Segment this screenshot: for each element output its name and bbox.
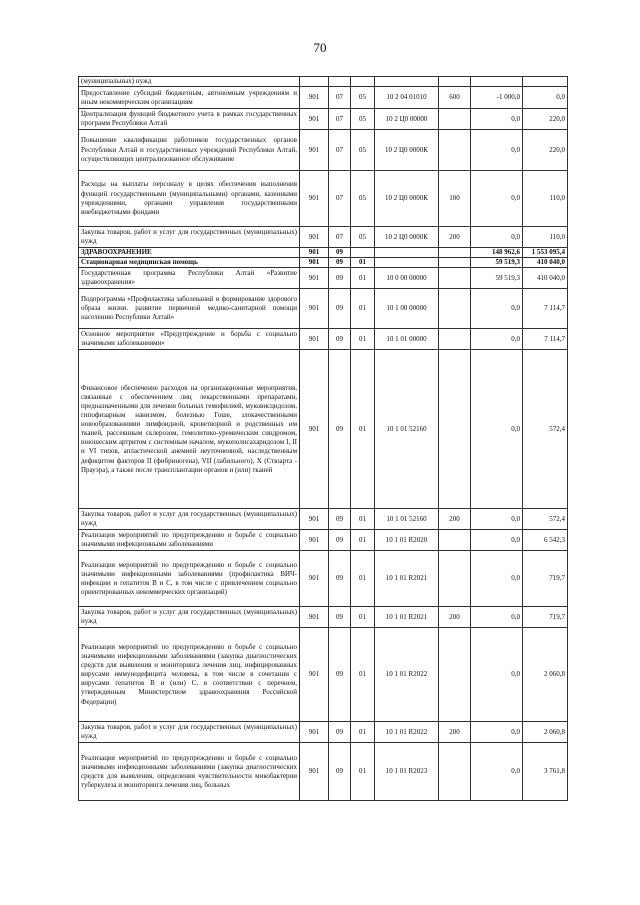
row-name-cell: Реализация мероприятий по предупреждению и борьбе с социально значимыми инфекционными заболеваниями (профилактика ВИЧ-инфекции и гепатитов В и С, в том числе с привлечением социально ориентированных некоммерческих организаций) — [79, 551, 300, 607]
subsection-code-cell: 05 — [351, 87, 375, 109]
target-article-cell: 10 1 01 R2020 — [375, 530, 439, 551]
table-row — [79, 551, 568, 607]
subsection-code-cell: 05 — [351, 109, 375, 130]
table-row — [79, 109, 568, 130]
expense-type-cell — [439, 109, 471, 130]
table-row — [79, 722, 568, 743]
amount-change-cell: 0,0 — [471, 530, 523, 551]
row-name-cell: Стационарная медицинская помощь — [79, 258, 300, 268]
amount-total-cell: 7 114,7 — [523, 329, 568, 350]
admin-code-cell: 901 — [300, 530, 329, 551]
subsection-code-cell: 05 — [351, 171, 375, 227]
amount-total-cell: 719,7 — [523, 551, 568, 607]
subsection-code-cell: 01 — [351, 258, 375, 268]
amount-change-cell: 0,0 — [471, 227, 523, 248]
subsection-code-cell: 01 — [351, 551, 375, 607]
budget-table — [78, 76, 568, 801]
table-row — [79, 87, 568, 109]
target-article-cell: 10 1 01 R2021 — [375, 607, 439, 628]
expense-type-cell — [439, 551, 471, 607]
target-article-cell: 10 1 00 00000 — [375, 289, 439, 329]
target-article-cell — [375, 258, 439, 268]
section-code-cell: 09 — [329, 289, 351, 329]
amount-change-cell: 59 519,3 — [471, 258, 523, 268]
target-article-cell — [375, 77, 439, 87]
subsection-code-cell: 01 — [351, 350, 375, 509]
admin-code-cell: 901 — [300, 87, 329, 109]
admin-code-cell: 901 — [300, 258, 329, 268]
row-name-cell: Государственная программа Республики Алтай «Развитие здравоохранения» — [79, 268, 300, 289]
expense-type-cell — [439, 530, 471, 551]
section-code-cell: 09 — [329, 268, 351, 289]
table-row — [79, 329, 568, 350]
target-article-cell: 10 2 Ц0 0000К — [375, 130, 439, 171]
section-code-cell: 09 — [329, 722, 351, 743]
table-row — [79, 268, 568, 289]
expense-type-cell — [439, 350, 471, 509]
target-article-cell: 10 2 Ц0 0000К — [375, 227, 439, 248]
table-row — [79, 77, 568, 87]
admin-code-cell: 901 — [300, 130, 329, 171]
admin-code-cell: 901 — [300, 329, 329, 350]
amount-total-cell — [523, 77, 568, 87]
expense-type-cell — [439, 329, 471, 350]
target-article-cell: 10 2 04 01010 — [375, 87, 439, 109]
admin-code-cell: 901 — [300, 722, 329, 743]
admin-code-cell: 901 — [300, 607, 329, 628]
amount-total-cell: 220,0 — [523, 109, 568, 130]
amount-total-cell: 3 761,8 — [523, 743, 568, 801]
section-code-cell: 09 — [329, 628, 351, 722]
subsection-code-cell — [351, 248, 375, 258]
row-name-cell: Закупка товаров, работ и услуг для государственных (муниципальных) нужд — [79, 509, 300, 530]
section-code-cell: 09 — [329, 551, 351, 607]
expense-type-cell: 100 — [439, 171, 471, 227]
subsection-code-cell: 01 — [351, 530, 375, 551]
subsection-code-cell: 05 — [351, 227, 375, 248]
section-code-cell: 09 — [329, 530, 351, 551]
subsection-code-cell: 01 — [351, 743, 375, 801]
target-article-cell: 10 2 Ц0 0000К — [375, 171, 439, 227]
row-name-cell: Реализация мероприятий по предупреждению и борьбе с социально значимыми инфекционными заболеваниями (закупка диагностических средств для выявления, определения чувствительности микобактерии туберкулеза и мониторинга лечения лиц, больных — [79, 743, 300, 801]
amount-change-cell: 0,0 — [471, 722, 523, 743]
amount-change-cell: 0,0 — [471, 607, 523, 628]
admin-code-cell: 901 — [300, 743, 329, 801]
section-code-cell: 07 — [329, 130, 351, 171]
subsection-code-cell: 01 — [351, 509, 375, 530]
amount-change-cell: 59 519,3 — [471, 268, 523, 289]
subsection-code-cell: 01 — [351, 289, 375, 329]
row-name-cell: Закупка товаров, работ и услуг для государственных (муниципальных) нужд — [79, 607, 300, 628]
row-name-cell: Расходы на выплаты персоналу в целях обеспечения выполнения функций государственными (муниципальными) органами, казенными учреждениями, органами управления государственными внебюджетными фондами — [79, 171, 300, 227]
row-name-cell: Закупка товаров, работ и услуг для государственных (муниципальных) нужд — [79, 227, 300, 248]
amount-total-cell: 719,7 — [523, 607, 568, 628]
subsection-code-cell: 05 — [351, 130, 375, 171]
expense-type-cell: 200 — [439, 227, 471, 248]
expense-type-cell — [439, 130, 471, 171]
expense-type-cell: 200 — [439, 722, 471, 743]
row-name-cell: Повышение квалификации работников государственных органов Республики Алтай и государственных учреждений Республики Алтай, осуществляющих централизованное обслуживание — [79, 130, 300, 171]
row-name-cell: Основное мероприятие «Предупреждение и борьба с социально значимыми заболеваниями» — [79, 329, 300, 350]
admin-code-cell: 901 — [300, 268, 329, 289]
amount-total-cell: 2 060,8 — [523, 628, 568, 722]
row-name-cell: Закупка товаров, работ и услуг для государственных (муниципальных) нужд — [79, 722, 300, 743]
amount-change-cell: 148 962,6 — [471, 248, 523, 258]
admin-code-cell — [300, 77, 329, 87]
subsection-code-cell: 01 — [351, 607, 375, 628]
expense-type-cell — [439, 289, 471, 329]
expense-type-cell — [439, 258, 471, 268]
subsection-code-cell: 01 — [351, 628, 375, 722]
amount-total-cell: 572,4 — [523, 509, 568, 530]
table-row — [79, 258, 568, 268]
table-row — [79, 289, 568, 329]
amount-change-cell: 0,0 — [471, 509, 523, 530]
expense-type-cell — [439, 248, 471, 258]
amount-total-cell: 110,0 — [523, 227, 568, 248]
expense-type-cell: 600 — [439, 87, 471, 109]
target-article-cell: 10 1 01 52160 — [375, 509, 439, 530]
expense-type-cell — [439, 628, 471, 722]
target-article-cell: 10 1 01 R2021 — [375, 551, 439, 607]
admin-code-cell: 901 — [300, 227, 329, 248]
row-name-cell: Финансовое обеспечение расходов на организационные мероприятия, связанные с обеспечением лиц лекарственными препаратами, предназначенными для лечения больных гемофилией, муковисцидозом, гипофизарным нанизмом, болезнью Гоше, злокачественными новообразованиями лимфоидной, кроветворной и родственных им тканей, рассеянным склерозом, гемолитико-уремическим синдромом, юношеским артритом с системным началом, мукополисахаридозом I, II и VI типов, апластической анемией неуточненной, наследственным дефицитом факторов II (фибриногена), VII (лабильного), X (Стюарта - Прауэра), а также после трансплантации органов и (или) тканей — [79, 350, 300, 509]
target-article-cell: 10 1 01 R2023 — [375, 743, 439, 801]
amount-change-cell: 0,0 — [471, 350, 523, 509]
table-row — [79, 130, 568, 171]
amount-total-cell: 410 040,0 — [523, 258, 568, 268]
section-code-cell: 09 — [329, 258, 351, 268]
subsection-code-cell: 01 — [351, 329, 375, 350]
amount-total-cell: 0,0 — [523, 87, 568, 109]
amount-change-cell: 0,0 — [471, 551, 523, 607]
amount-total-cell: 2 060,8 — [523, 722, 568, 743]
amount-total-cell: 110,0 — [523, 171, 568, 227]
amount-change-cell: 0,0 — [471, 130, 523, 171]
row-name-cell: (муниципальных) нужд — [79, 77, 300, 87]
subsection-code-cell: 01 — [351, 268, 375, 289]
admin-code-cell: 901 — [300, 350, 329, 509]
amount-total-cell: 572,4 — [523, 350, 568, 509]
section-code-cell: 09 — [329, 607, 351, 628]
section-code-cell: 09 — [329, 248, 351, 258]
row-name-cell: Подпрограмма «Профилактика заболеваний и формирование здорового образа жизни. развитие первичной медико-санитарной помощи населению Республики Алтай» — [79, 289, 300, 329]
admin-code-cell: 901 — [300, 509, 329, 530]
expense-type-cell — [439, 77, 471, 87]
target-article-cell: 10 1 01 R2022 — [375, 628, 439, 722]
expense-type-cell: 200 — [439, 509, 471, 530]
admin-code-cell: 901 — [300, 109, 329, 130]
table-row — [79, 607, 568, 628]
row-name-cell: Реализация мероприятий по предупреждению и борьбе с социально значимыми инфекционными заболеваниями — [79, 530, 300, 551]
admin-code-cell: 901 — [300, 171, 329, 227]
target-article-cell: 10 0 00 00000 — [375, 268, 439, 289]
section-code-cell — [329, 77, 351, 87]
amount-change-cell: 0,0 — [471, 743, 523, 801]
expense-type-cell: 200 — [439, 607, 471, 628]
row-name-cell: Предоставление субсидий бюджетным, автономным учреждениям и иным некоммерческим организациям — [79, 87, 300, 109]
section-code-cell: 07 — [329, 87, 351, 109]
section-code-cell: 09 — [329, 329, 351, 350]
amount-change-cell: 0,0 — [471, 628, 523, 722]
table-row — [79, 530, 568, 551]
amount-change-cell: 0,0 — [471, 171, 523, 227]
row-name-cell: ЗДРАВООХРАНЕНИЕ — [79, 248, 300, 258]
amount-total-cell: 7 114,7 — [523, 289, 568, 329]
row-name-cell: Реализация мероприятий по предупреждению и борьбе с социально значимыми инфекционными заболеваниями (закупка диагностических средств для выявления и мониторинга лечения лиц, инфицированных вирусами иммунодефицита человека, в том числе в сочетании с вирусами гепатитов В и (или) С, в соответствии с перечнем, утвержденным Министерством здравоохранения Российской Федерации) — [79, 628, 300, 722]
expense-type-cell — [439, 743, 471, 801]
amount-change-cell — [471, 77, 523, 87]
target-article-cell: 10 2 Ц0 00000 — [375, 109, 439, 130]
amount-total-cell: 410 040,0 — [523, 268, 568, 289]
amount-change-cell: 0,0 — [471, 109, 523, 130]
amount-change-cell: 0,0 — [471, 329, 523, 350]
table-row — [79, 171, 568, 227]
amount-change-cell: -1 000,0 — [471, 87, 523, 109]
table-row — [79, 248, 568, 258]
subsection-code-cell — [351, 77, 375, 87]
amount-change-cell: 0,0 — [471, 289, 523, 329]
admin-code-cell: 901 — [300, 551, 329, 607]
subsection-code-cell: 01 — [351, 722, 375, 743]
section-code-cell: 09 — [329, 743, 351, 801]
target-article-cell: 10 1 01 R2022 — [375, 722, 439, 743]
table-row — [79, 350, 568, 509]
table-row — [79, 509, 568, 530]
section-code-cell: 07 — [329, 227, 351, 248]
expense-type-cell — [439, 268, 471, 289]
amount-total-cell: 220,0 — [523, 130, 568, 171]
section-code-cell: 09 — [329, 509, 351, 530]
table-row — [79, 743, 568, 801]
target-article-cell: 10 1 01 52160 — [375, 350, 439, 509]
table-row — [79, 628, 568, 722]
row-name-cell: Централизация функций бюджетного учета в рамках государственных программ Республики Алтай — [79, 109, 300, 130]
target-article-cell: 10 1 01 00000 — [375, 329, 439, 350]
page-number: 70 — [313, 40, 327, 55]
admin-code-cell: 901 — [300, 628, 329, 722]
section-code-cell: 09 — [329, 350, 351, 509]
amount-total-cell: 6 542,3 — [523, 530, 568, 551]
target-article-cell — [375, 248, 439, 258]
amount-total-cell: 1 553 095,4 — [523, 248, 568, 258]
budget-table-body — [79, 77, 568, 801]
section-code-cell: 07 — [329, 171, 351, 227]
admin-code-cell: 901 — [300, 248, 329, 258]
admin-code-cell: 901 — [300, 289, 329, 329]
section-code-cell: 07 — [329, 109, 351, 130]
table-row — [79, 227, 568, 248]
